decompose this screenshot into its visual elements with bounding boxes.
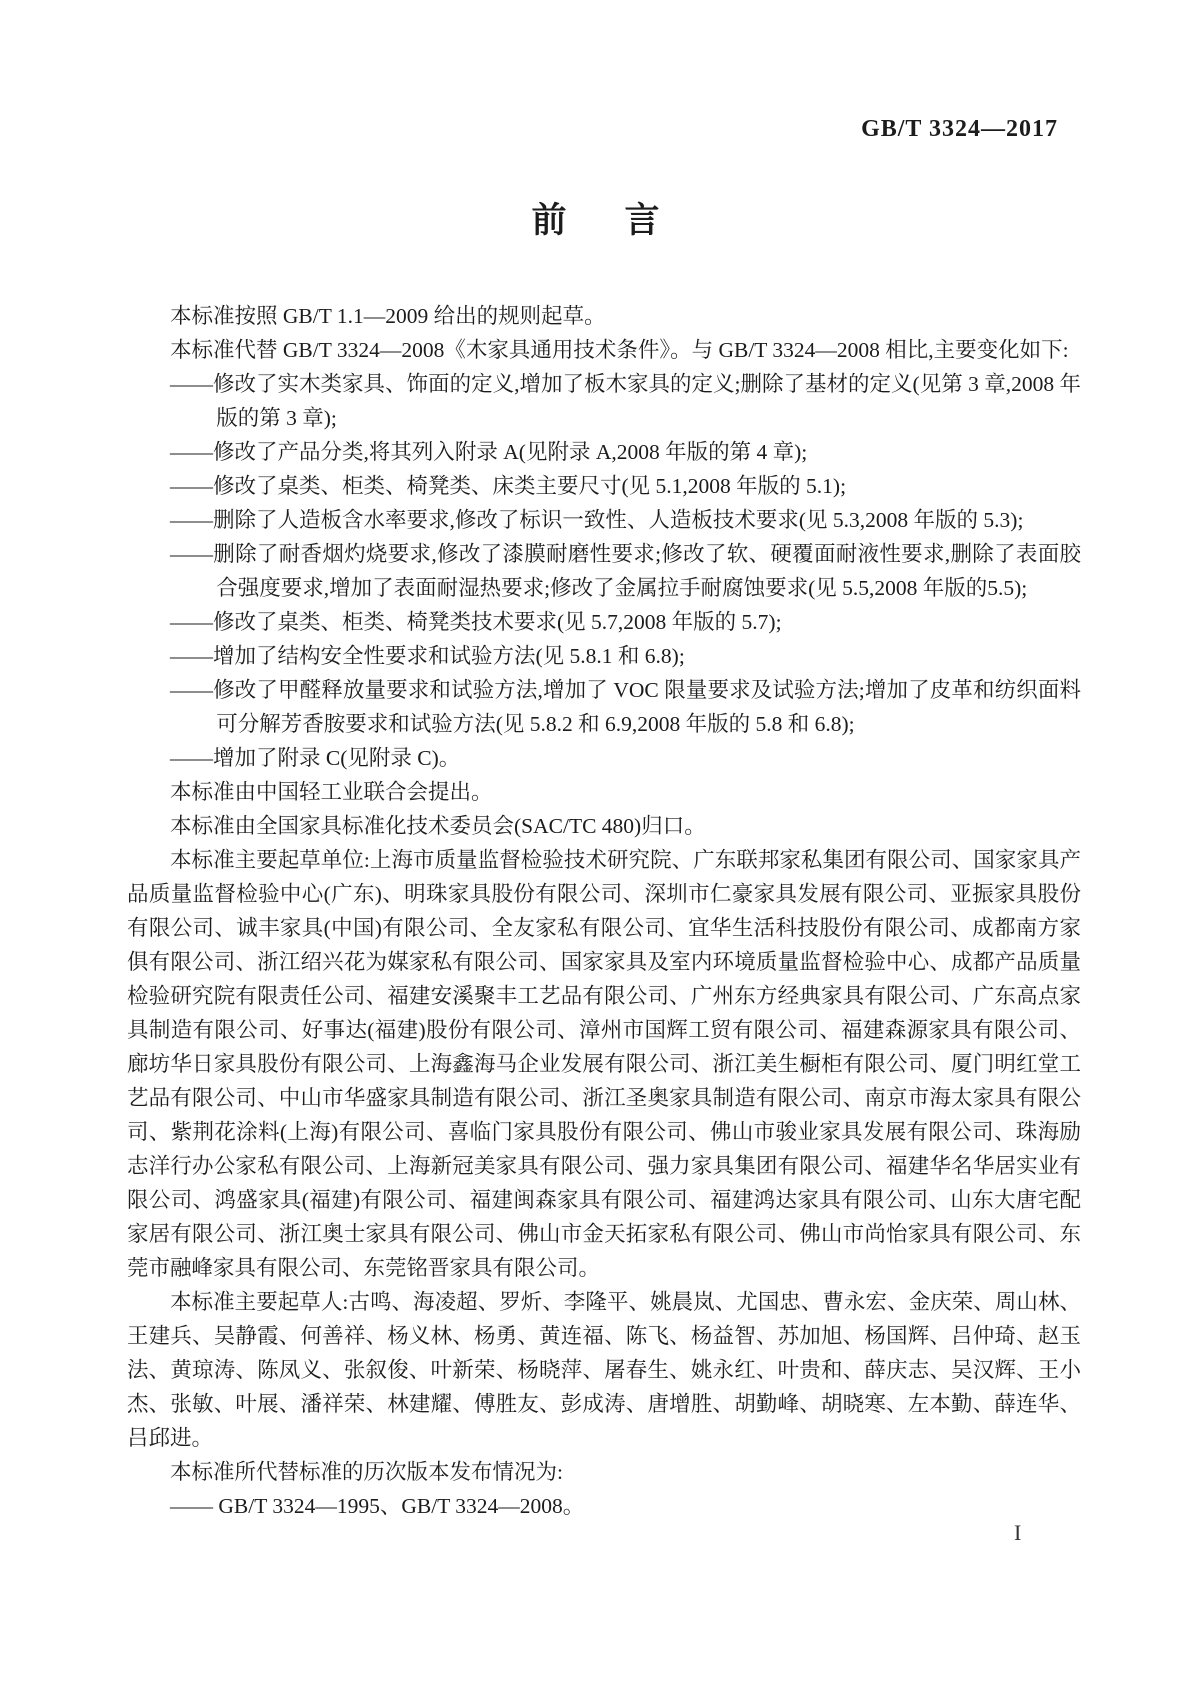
statement-centralized-by: 本标准由全国家具标准化技术委员会(SAC/TC 480)归口。 xyxy=(170,814,706,838)
change-item: ——修改了甲醛释放量要求和试验方法,增加了 VOC 限量要求及试验方法;增加了皮革和纺织面料可分解芳香胺要求和试验方法(见 5.8.2 和 6.9,2008 年版的 5.8 和 6.8); xyxy=(170,678,1081,736)
document-body xyxy=(127,299,1081,1523)
change-item: ——修改了实木类家具、饰面的定义,增加了板木家具的定义;删除了基材的定义(见第 3 章,2008 年版的第 3 章); xyxy=(170,372,1081,430)
drafting-units-paragraph: 本标准主要起草单位:上海市质量监督检验技术研究院、广东联邦家私集团有限公司、国家家具产品质量监督检验中心(广东)、明珠家具股份有限公司、深圳市仁豪家具发展有限公司、亚振家具股份有限公司、诚丰家具(中国)有限公司、全友家私有限公司、宜华生活科技股份有限公司、成都南方家俱有限公司、浙江绍兴花为媒家私有限公司、国家家具及室内环境质量监督检验中心、成都产品质量检验研究院有限责任公司、福建安溪聚丰工艺品有限公司、广州东方经典家具有限公司、广东高点家具制造有限公司、好事达(福建)股份有限公司、漳州市国辉工贸有限公司、福建森源家具有限公司、廊坊华日家具股份有限公司、上海鑫海马企业发展有限公司、浙江美生橱柜有限公司、厦门明红堂工艺品有限公司、中山市华盛家具制造有限公司、浙江圣奥家具制造有限公司、南京市海太家具有限公司、紫荆花涂料(上海)有限公司、喜临门家具股份有限公司、佛山市骏业家具发展有限公司、珠海励志洋行办公家私有限公司、上海新冠美家具有限公司、强力家具集团有限公司、福建华名华居实业有限公司、鸿盛家具(福建)有限公司、福建闽森家具有限公司、福建鸿达家具有限公司、山东大唐宅配家居有限公司、浙江奥士家具有限公司、佛山市金天拓家私有限公司、佛山市尚怡家具有限公司、东莞市融峰家具有限公司、东莞铭晋家具有限公司。 xyxy=(127,848,1081,1280)
drafters-paragraph: 本标准主要起草人:古鸣、海凌超、罗炘、李隆平、姚晨岚、尤国忠、曹永宏、金庆荣、周山林、王建兵、吴静霞、何善祥、杨义林、杨勇、黄连福、陈飞、杨益智、苏加旭、杨国辉、吕仲琦、赵玉法、黄琼涛、陈凤义、张叙俊、叶新荣、杨晓萍、屠春生、姚永红、叶贵和、薛庆志、吴汉辉、王小杰、张敏、叶展、潘祥荣、林建耀、傅胜友、彭成涛、唐增胜、胡勤峰、胡晓寒、左本勤、薛连华、吕邱进。 xyxy=(127,1290,1081,1450)
page-number: I xyxy=(1014,1520,1022,1545)
change-item: ——增加了结构安全性要求和试验方法(见 5.8.1 和 6.8); xyxy=(170,644,685,668)
standard-code: GB/T 3324—2017 xyxy=(861,116,1058,142)
change-item: ——删除了耐香烟灼烧要求,修改了漆膜耐磨性要求;修改了软、硬覆面耐液性要求,删除了表面胶合强度要求,增加了表面耐湿热要求;修改了金属拉手耐腐蚀要求(见 5.5,2008 年版的5.5); xyxy=(170,542,1081,600)
title-char-second: 言 xyxy=(624,201,660,240)
intro-paragraph: 本标准按照 GB/T 1.1—2009 给出的规则起草。 xyxy=(170,304,606,328)
history-intro-paragraph: 本标准所代替标准的历次版本发布情况为: xyxy=(170,1460,563,1484)
change-item: ——修改了桌类、柜类、椅凳类技术要求(见 5.7,2008 年版的 5.7); xyxy=(170,610,782,634)
change-item: ——修改了产品分类,将其列入附录 A(见附录 A,2008 年版的第 4 章); xyxy=(170,440,808,464)
intro-paragraph: 本标准代替 GB/T 3324—2008《木家具通用技术条件》。与 GB/T 3324—2008 相比,主要变化如下: xyxy=(170,338,1069,362)
change-item: ——修改了桌类、柜类、椅凳类、床类主要尺寸(见 5.1,2008 年版的 5.1); xyxy=(170,474,847,498)
page-title xyxy=(0,200,1191,242)
history-item: —— GB/T 3324—1995、GB/T 3324—2008。 xyxy=(170,1494,585,1518)
title-char-first: 前 xyxy=(531,201,567,240)
change-item: ——增加了附录 C(见附录 C)。 xyxy=(170,746,461,770)
statement-proposed-by: 本标准由中国轻工业联合会提出。 xyxy=(170,780,493,804)
change-item: ——删除了人造板含水率要求,修改了标识一致性、人造板技术要求(见 5.3,2008 年版的 5.3); xyxy=(170,508,1024,532)
